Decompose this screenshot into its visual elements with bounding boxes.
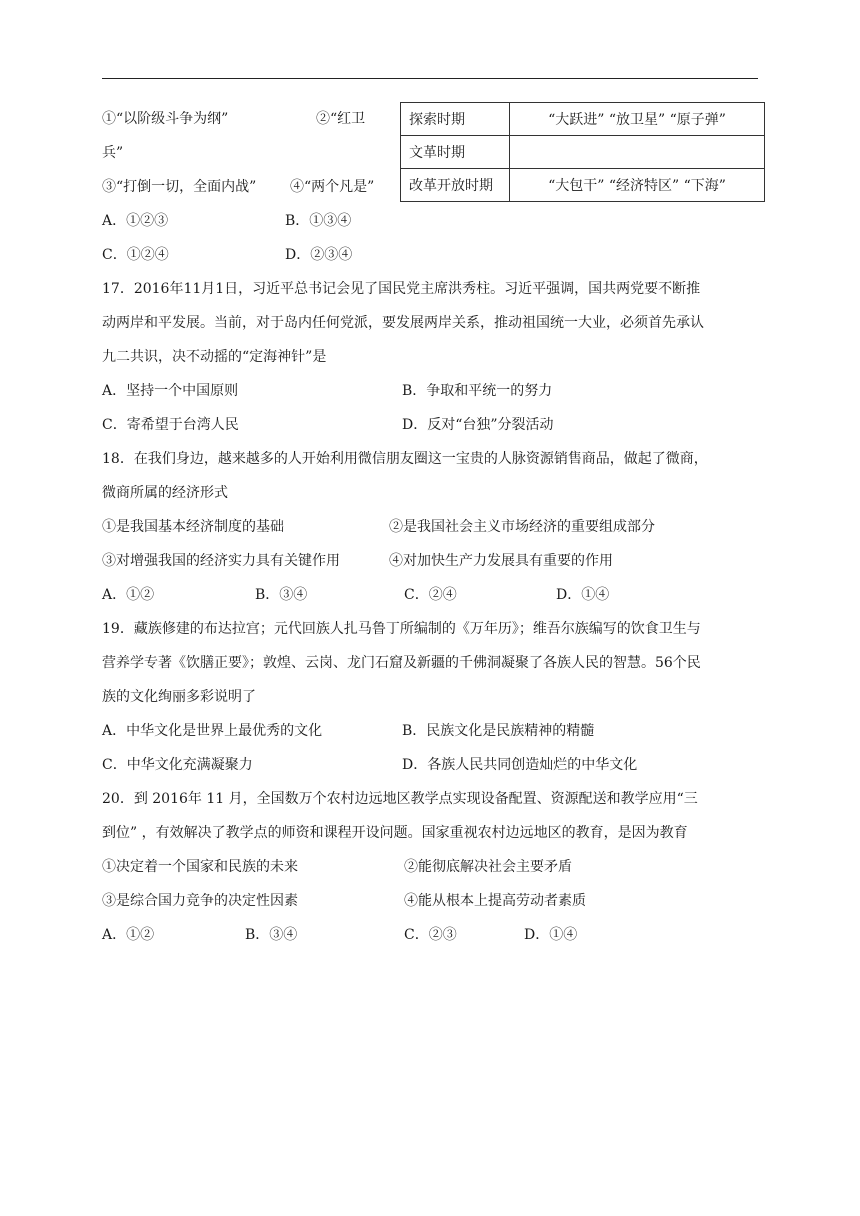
q20-choice-a[interactable]: A．①② [102, 927, 155, 943]
q20-stem-line-1: 20．到 2016年 11 月，全国数万个农村边远地区教学点实现设备配置、资源配送和教学应用“三 [102, 791, 698, 807]
q16-choice-c[interactable]: C．①②④ [102, 247, 169, 263]
q17-choice-b[interactable]: B．争取和平统一的努力 [402, 383, 553, 399]
q17-choice-a[interactable]: A．坚持一个中国原则 [102, 383, 239, 399]
q16-option-3: ③“打倒一切，全面内战” [102, 179, 257, 195]
q20-choice-d[interactable]: D．①④ [524, 927, 578, 943]
q18-statement-1: ①是我国基本经济制度的基础 [102, 519, 284, 535]
q17-stem-line-2: 动两岸和平发展。当前，对于岛内任何党派，要发展两岸关系，推动祖国统一大业，必须首先承认 [102, 315, 704, 331]
q18-choice-c[interactable]: C．②④ [404, 587, 457, 603]
q19-choice-b[interactable]: B．民族文化是民族精神的精髓 [402, 723, 595, 739]
q19-stem-line-2: 营养学专著《饮膳正要》；敦煌、云岗、龙门石窟及新疆的千佛洞凝聚了各族人民的智慧。56个民 [102, 655, 701, 671]
q20-statement-4: ④能从根本上提高劳动者素质 [404, 893, 586, 909]
q19-choice-c[interactable]: C．中华文化充满凝聚力 [102, 757, 253, 773]
header-rule [102, 78, 758, 79]
q18-choice-d[interactable]: D．①④ [556, 587, 610, 603]
period-cell: 文革时期 [401, 136, 510, 169]
q20-statement-3: ③是综合国力竞争的决定性因素 [102, 893, 298, 909]
q17-stem-line-1: 17．2016年11月1日，习近平总书记会见了国民党主席洪秀柱。习近平强调，国共两党要不断推 [102, 281, 701, 297]
terms-cell: “大包干” “经济特区” “下海” [510, 169, 765, 202]
q16-option-2: ②“红卫 [316, 111, 366, 127]
q18-stem-line-2: 微商所属的经济形式 [102, 485, 228, 501]
q20-statement-2: ②能彻底解决社会主要矛盾 [404, 859, 572, 875]
q19-choice-d[interactable]: D．各族人民共同创造灿烂的中华文化 [402, 757, 638, 773]
table-row [401, 136, 765, 169]
q18-statement-4: ④对加快生产力发展具有重要的作用 [389, 553, 613, 569]
q19-choice-a[interactable]: A．中华文化是世界上最优秀的文化 [102, 723, 323, 739]
terms-cell: “大跃进” “放卫星” “原子弹” [510, 103, 765, 136]
q16-option-4: ④“两个凡是” [290, 179, 375, 195]
q20-stem-line-2: 到位” ，有效解决了教学点的师资和课程开设问题。国家重视农村边远地区的教育，是因为教育 [102, 825, 688, 841]
q17-stem-line-3: 九二共识，决不动摇的“定海神针”是 [102, 349, 327, 365]
q17-choice-d[interactable]: D．反对“台独”分裂活动 [402, 417, 554, 433]
q16-option-2-cont: 兵” [102, 145, 124, 161]
q19-stem-line-1: 19．藏族修建的布达拉宫；元代回族人扎马鲁丁所编制的《万年历》；维吾尔族编写的饮食卫生与 [102, 621, 701, 637]
q16-choice-a[interactable]: A．①②③ [102, 213, 169, 229]
q18-choice-a[interactable]: A．①② [102, 587, 155, 603]
table-row [401, 103, 765, 136]
table-row [401, 169, 765, 202]
period-cell: 改革开放时期 [401, 169, 510, 202]
q18-stem-line-1: 18．在我们身边，越来越多的人开始利用微信朋友圈这一宝贵的人脉资源销售商品，做起了微商， [102, 451, 708, 467]
q18-choice-b[interactable]: B．③④ [255, 587, 308, 603]
q16-choice-b[interactable]: B．①③④ [285, 213, 352, 229]
q18-statement-2: ②是我国社会主义市场经济的重要组成部分 [389, 519, 655, 535]
q20-statement-1: ①决定着一个国家和民族的未来 [102, 859, 298, 875]
q19-stem-line-3: 族的文化绚丽多彩说明了 [102, 689, 256, 705]
q20-choice-b[interactable]: B．③④ [245, 927, 298, 943]
q20-choice-c[interactable]: C．②③ [404, 927, 457, 943]
q16-period-table [400, 102, 765, 202]
terms-cell [510, 136, 765, 169]
q16-choice-d[interactable]: D．②③④ [285, 247, 353, 263]
period-cell: 探索时期 [401, 103, 510, 136]
q17-choice-c[interactable]: C．寄希望于台湾人民 [102, 417, 239, 433]
q18-statement-3: ③对增强我国的经济实力具有关键作用 [102, 553, 340, 569]
q16-option-1: ①“以阶级斗争为纲” [102, 111, 229, 127]
